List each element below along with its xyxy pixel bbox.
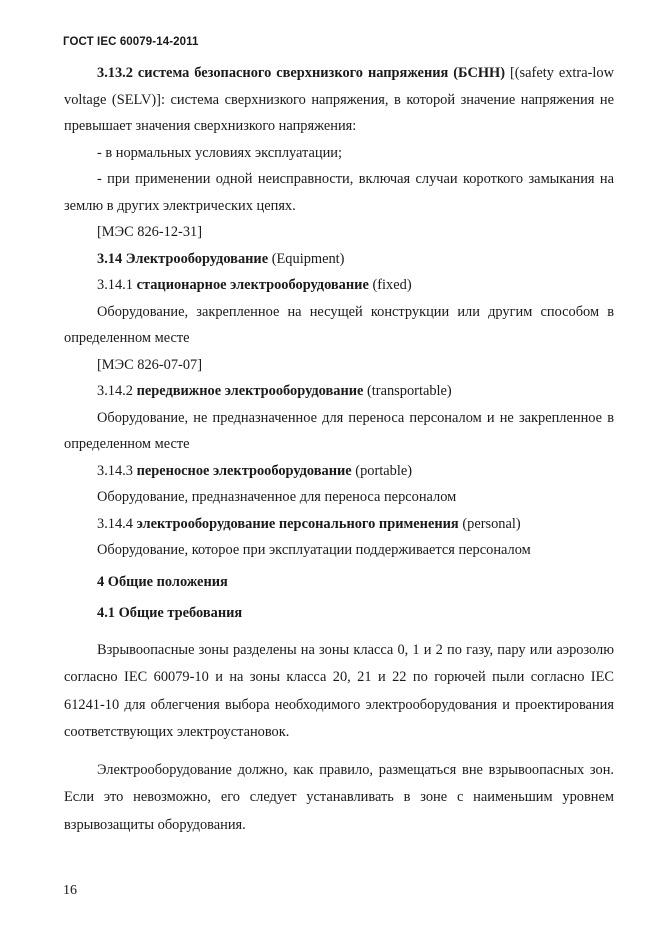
term-translation: (personal) [458, 515, 521, 532]
term-title: стационарное электрооборудование [136, 277, 369, 293]
term-translation: (fixed) [368, 277, 412, 293]
paragraph-3-14-4 [64, 511, 614, 538]
clause-number: 3.14.4 [97, 515, 137, 532]
term-title: электрооборудование персонального применения [136, 515, 459, 532]
clause-number: 3.14.3 [97, 462, 137, 479]
list-item-fault: - при применении одной неисправности, включая случаи короткого замыкания на землю в других электрических цепях. [64, 171, 614, 214]
paragraph-3-14-3 [64, 458, 614, 485]
page-number: 16 [63, 883, 77, 898]
definition-3-14-4: Оборудование, которое при эксплуатации поддерживается персоналом [97, 542, 531, 558]
term-title: переносное электрооборудование [136, 462, 352, 479]
reference-mes-826-07-07: [МЭС 826-07-07] [97, 356, 203, 373]
clause-number: 3.13.2 [97, 65, 133, 81]
term-translation: (Equipment) [268, 250, 345, 267]
definition-3-14-2: Оборудование, не предназначенное для переноса персоналом и не закрепленное в определенном месте [64, 409, 614, 452]
term-title: Электрооборудование [125, 250, 269, 267]
section-heading-4: 4 Общие положения [97, 573, 228, 590]
section-heading-4-1: 4.1 Общие требования [97, 605, 243, 621]
list-item-normal: - в нормальных условиях эксплуатации; [97, 144, 343, 161]
clause-number: 3.14.1 [97, 277, 137, 293]
paragraph-3-13-2 [64, 60, 614, 140]
paragraph-zones: Взрывоопасные зоны разделены на зоны класса 0, 1 и 2 по газу, пару или аэрозолю согласно IEC 60079-10 и на зоны класса 20, 21 и 22 по горючей пыли согласно IEC 61241-10 для облегчения выбора необходимого электрооборудования и проектирования соответствующих электроустановок. [64, 641, 614, 740]
document-body [64, 60, 614, 839]
document-header: ГОСТ IEC 60079-14-2011 [63, 36, 199, 48]
term-definition: [(safety extra-low voltage (SELV)]: система сверхнизкого напряжения, в которой значение напряжения не превышает значения сверхнизкого напряжения: [64, 65, 614, 134]
paragraph-3-14-1 [64, 272, 614, 299]
paragraph-3-14-2 [64, 378, 614, 405]
definition-3-14-1: Оборудование, закрепленное на несущей конструкции или другим способом в определенном месте [64, 303, 614, 346]
paragraph-3-14 [64, 246, 614, 273]
definition-3-14-3: Оборудование, предназначенное для переноса персоналом [97, 489, 457, 505]
reference-mes-826-12-31: [МЭС 826-12-31] [97, 224, 203, 240]
clause-number: 3.14 [97, 250, 123, 267]
paragraph-placement: Электрооборудование должно, как правило, размещаться вне взрывоопасных зон. Если это невозможно, его следует устанавливать в зоне с наименьшим уровнем взрывозащиты оборудования. [64, 761, 614, 833]
term-translation: (portable) [351, 462, 413, 479]
term-title: передвижное электрооборудование [136, 383, 364, 399]
term-translation: (transportable) [363, 383, 452, 399]
clause-number: 3.14.2 [97, 383, 137, 399]
term-title: система безопасного сверхнизкого напряжения (БСНН) [137, 65, 506, 81]
